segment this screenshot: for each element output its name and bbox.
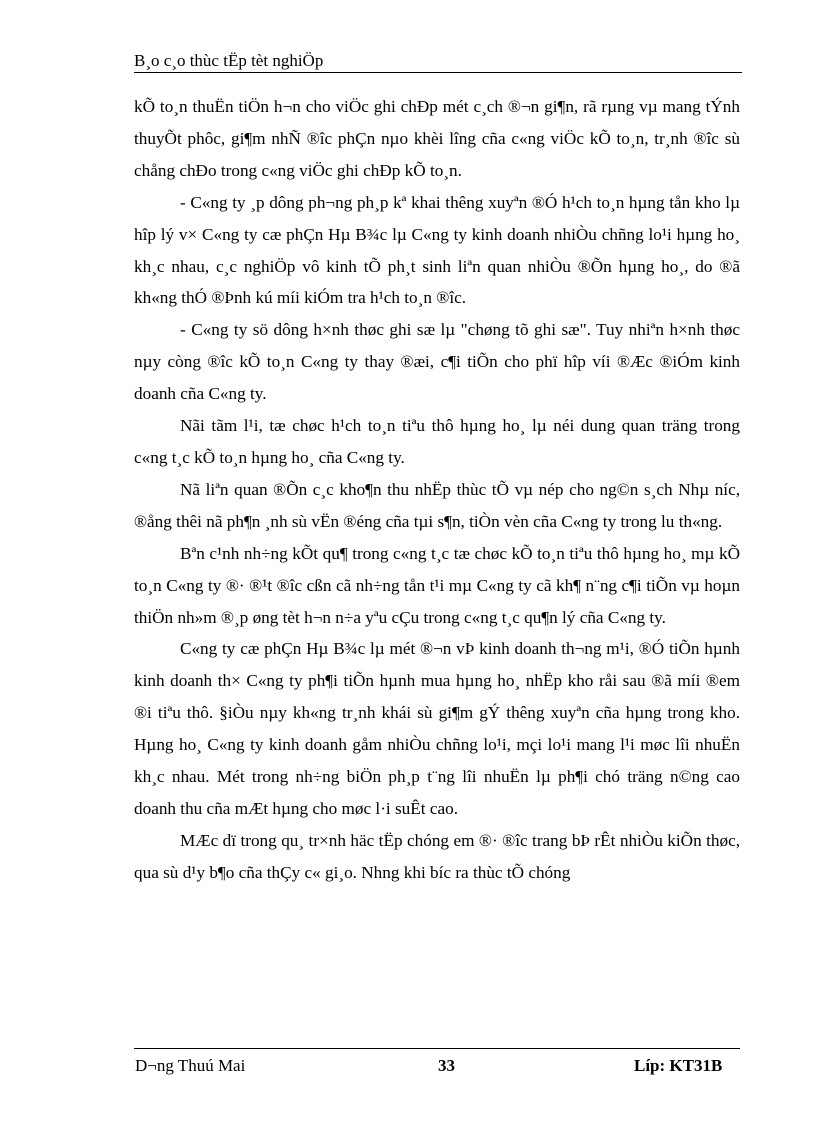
header-divider <box>134 72 742 73</box>
footer-class: Líp: KT31B <box>634 1056 723 1075</box>
paragraph-4: Nãi tãm l¹i, tæ chøc h¹ch to¸n tiªu thô hµng ho¸ lµ néi dung quan träng trong c«ng t¸c kÕ to¸n hµng ho¸ cña C«ng ty. <box>134 416 740 467</box>
paragraph-3: - C«ng ty sö dông h×nh thøc ghi sæ lµ "chøng tõ ghi sæ". Tuy nhiªn h×nh thøc nµy còng ®îc kÕ to¸n C«ng ty thay ®æi, c¶i tiÕn cho phï hîp víi ®Æc ®iÓm kinh doanh cña C«ng ty. <box>134 320 740 404</box>
paragraph-7: C«ng ty cæ phÇn Hµ B¾c lµ mét ®¬n vÞ kinh doanh th¬ng m¹i, ®Ó tiÕn hµnh kinh doanh th× C«ng ty ph¶i tiÕn hµnh mua hµng ho¸ nhËp kho råi sau ®ã míi ®em ®i tiªu thô. §iÒu nµy kh«ng tr¸nh khái sù gi¶m gÝ thêng xuyªn cña hµng trong kho. Hµng ho¸ C«ng ty kinh doanh gåm nhiÒu chñng lo¹i, mçi lo¹i mang l¹i møc lîi nhuËn kh¸c nhau. Mét trong nh÷ng biÖn ph¸p t¨ng lîi nhuËn lµ ph¶i chó träng n©ng cao doanh thu cña mÆt hµng cho møc l·i suÊt cao. <box>134 639 740 818</box>
paragraph-5: Nã liªn quan ®Õn c¸c kho¶n thu nhËp thùc tÕ vµ nép cho ng©n s¸ch Nhµ níc, ®ång thêi nã ph¶n ¸nh sù vËn ®éng cña tµi s¶n, tiÒn vèn cña C«ng ty trong lu th«ng. <box>134 479 740 531</box>
footer-author: D¬ng Thuú Mai <box>135 1056 246 1075</box>
paragraph-1: kÕ to¸n thuËn tiÖn h¬n cho viÖc ghi chÐp mét c¸ch ®¬n gi¶n, rã rµng vµ mang tÝnh thuyÕt phôc, gi¶m nhÑ ®îc phÇn nµo khèi lîng cña c«ng viÖc kÕ to¸n, tr¸nh ®îc sù chång chÐo trong c«ng viÖc ghi chÐp kÕ to¸n. <box>134 97 740 180</box>
footer-divider <box>134 1048 740 1049</box>
page-header-title: B¸o c¸o thùc tËp tèt nghiÖp <box>134 51 324 70</box>
document-body <box>134 91 740 889</box>
page-number: 33 <box>438 1056 455 1075</box>
paragraph-6: Bªn c¹nh nh÷ng kÕt qu¶ trong c«ng t¸c tæ chøc kÕ to¸n tiªu thô hµng ho¸ mµ kÕ to¸n C«ng ty ®· ®¹t ®îc cßn cã nh÷ng tån t¹i mµ C«ng ty cã kh¶ n¨ng c¶i tiÕn vµ hoµn thiÖn nh»m ®¸p øng tèt h¬n n÷a yªu cÇu trong c«ng t¸c qu¶n lý cña C«ng ty. <box>134 543 740 627</box>
paragraph-8: MÆc dï trong qu¸ tr×nh häc tËp chóng em ®· ®îc trang bÞ rÊt nhiÒu kiÕn thøc, qua sù d¹y b¶o cña thÇy c« gi¸o. Nhng khi bíc ra thùc tÕ chóng <box>134 830 740 882</box>
paragraph-2: - C«ng ty ¸p dông ph¬ng ph¸p kª khai thêng xuyªn ®Ó h¹ch to¸n hµng tån kho lµ hîp lý v× C«ng ty cæ phÇn Hµ B¾c lµ C«ng ty kinh doanh nhiÒu chñng lo¹i hµng ho¸ kh¸c nhau, c¸c nghiÖp vô kinh tÕ ph¸t sinh liªn quan nhiÒu ®Õn hµng ho¸, do ®ã kh«ng thÓ ®Þnh kú míi kiÓm tra h¹ch to¸n ®îc. <box>134 192 740 308</box>
